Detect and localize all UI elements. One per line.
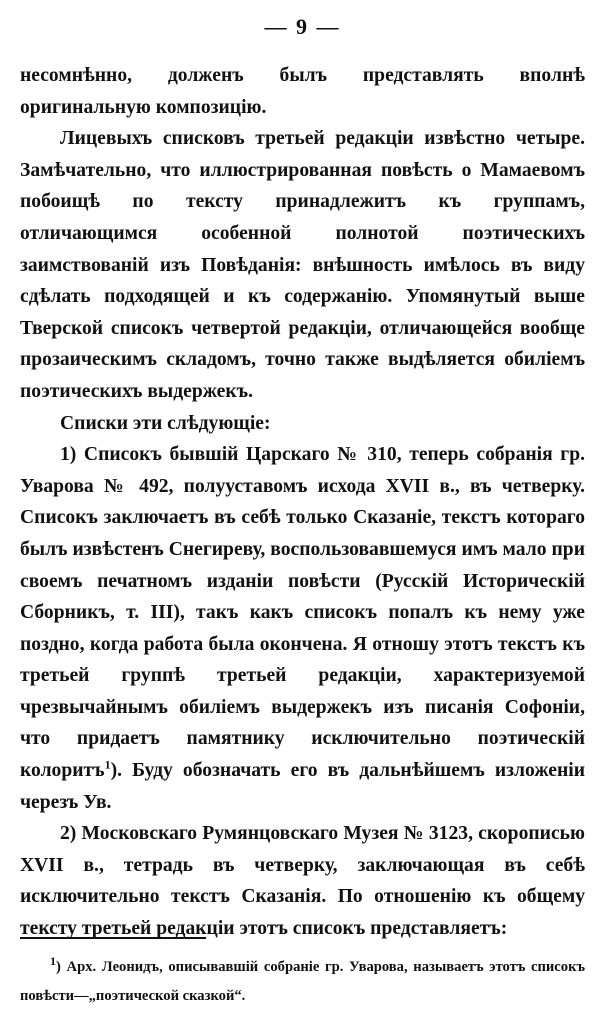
paragraph: 2) Московскаго Румянцовскаго Музея № 3123, скорописью XVII в., тетрадь въ четверку, заключающая въ себѣ исключительно текстъ Сказанія. По отношенію къ общему тексту третьей редакціи этотъ списокъ представляетъ: [20, 823, 585, 940]
page-header [20, 14, 585, 52]
page-number: — 9 — [264, 14, 341, 39]
footnote [20, 953, 585, 1011]
footnote-reference: 1 [104, 757, 111, 772]
footnote-mark: 1 [50, 954, 56, 969]
paragraph: Лицевыхъ списковъ третьей редакціи извѣстно четыре. Замѣчательно, что иллюстрированная повѣсть о Мамаевомъ побоищѣ по тексту принадлежитъ къ группамъ, отличающимся особенной полнотой поэтическихъ заимствованій изъ Повѣданія: внѣшность имѣлось въ виду сдѣлать подходящей и къ содержанію. Упомянутый выше Тверской списокъ четвертой редакціи, отличающейся вообще прозаическимъ складомъ, точно также выдѣляется обиліемъ поэтическихъ выдержекъ. [20, 128, 585, 402]
footnote-separator [20, 937, 206, 939]
paragraph [20, 439, 585, 818]
footnote-text: ) Арх. Леонидъ, описывавшій собраніе гр. Уварова, называетъ этотъ списокъ повѣсти—„поэтической сказкой“. [20, 959, 585, 1004]
paragraph-text: 1) Списокъ бывшій Царскаго № 310, теперь собранія гр. Уварова № 492, полууставомъ исхода XVII в., въ четверку. Списокъ заключаетъ въ себѣ только Сказаніе, текстъ котораго былъ извѣстенъ Снегиреву, воспользовавшемуся имъ мало при своемъ печатномъ изданіи повѣсти (Русскій Историческій Сборникъ, т. III), такъ какъ списокъ попалъ къ нему уже поздно, когда работа была окончена. Я отношу этотъ текстъ къ третьей группѣ третьей редакціи, характеризуемой чрезвычайнымъ обиліемъ выдержекъ изъ писанія Софоніи, что придаетъ памятнику исключительно поэтическій колоритъ [20, 444, 585, 782]
paragraph-text: ). Буду обозначать его въ дальнѣйшемъ изложеніи черезъ Ув. [20, 760, 585, 813]
main-text [20, 60, 585, 945]
paragraph: Списки эти слѣдующіе: [60, 412, 271, 434]
paragraph: несомнѣнно, долженъ былъ представлять вполнѣ оригинальную композицію. [20, 65, 585, 118]
